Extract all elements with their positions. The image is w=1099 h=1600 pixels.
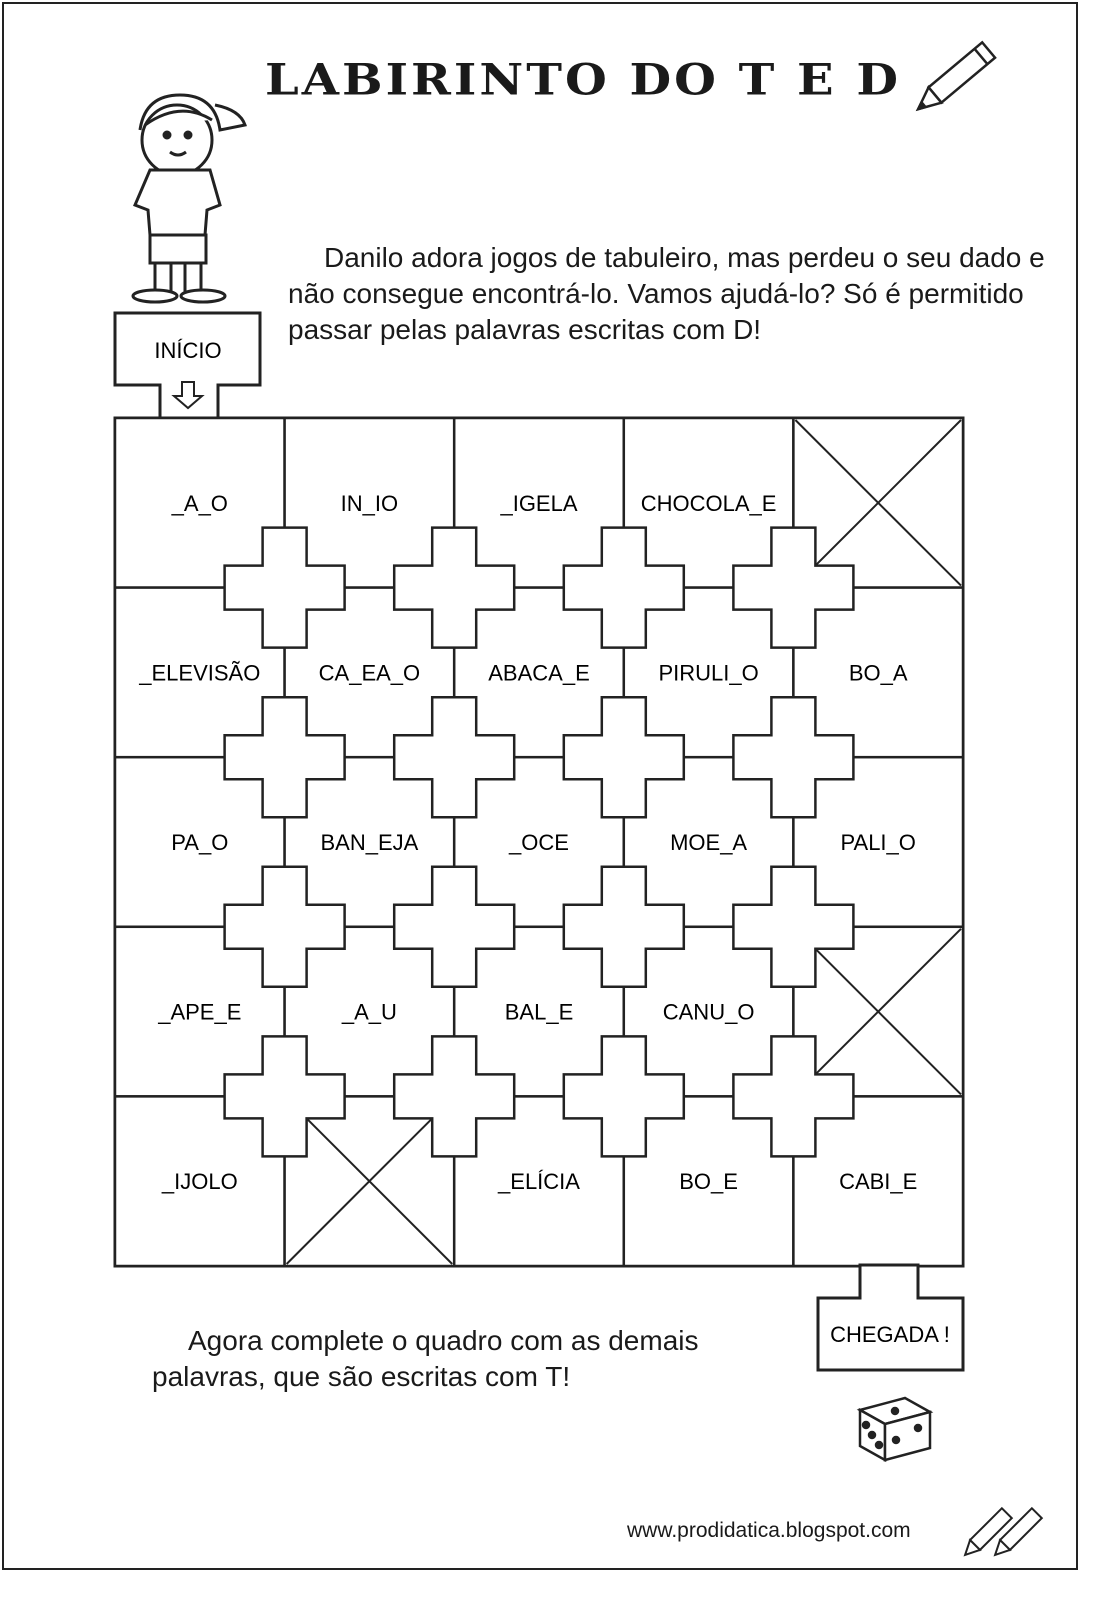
maze-word: _IJOLO [161, 1169, 238, 1195]
maze-word: _A_O [171, 490, 228, 516]
maze-word: _APE_E [158, 999, 242, 1025]
maze-word: PIRULI_O [658, 660, 759, 686]
dice-icon [860, 1398, 930, 1460]
maze-word: CABI_E [839, 1169, 918, 1195]
maze-word: ABACA_E [488, 660, 590, 686]
pencil-icon [912, 42, 995, 116]
maze-word: PALI_O [840, 830, 916, 855]
maze-word: BAN_EJA [320, 830, 419, 855]
start-box [115, 313, 260, 418]
maze-word: CA_EA_O [318, 660, 421, 686]
footer-url: www.prodidatica.blogspot.com [627, 1519, 911, 1542]
maze-word: BO_A [848, 660, 908, 686]
finish-box [818, 1265, 963, 1370]
maze-word: _OCE [509, 830, 569, 855]
maze-word: IN_IO [340, 490, 399, 516]
boy-illustration [133, 95, 245, 302]
worksheet-title: LABIRINTO DO T E D [265, 54, 901, 106]
maze-word: _ELEVISÃO [139, 660, 261, 686]
maze-word: _A_U [341, 999, 397, 1025]
instructions-text: Danilo adora jogos de tabuleiro, mas perdeu o seu dado e não consegue encontrá-lo. Vamos ajudá-lo? Só é permitido passar pelas palavras escritas com D! [288, 242, 1045, 345]
maze-word: _IGELA [500, 490, 578, 516]
maze-word: CHOCOLA_E [640, 490, 777, 516]
follow-up-instructions: Agora complete o quadro com as demais palavras, que são escritas com T! [152, 1325, 699, 1392]
maze-word: BAL_E [504, 999, 574, 1025]
finish-label: CHEGADA ! [830, 1322, 950, 1347]
maze-word: _ELÍCIA [498, 1169, 580, 1195]
maze-word: CANU_O [662, 999, 755, 1025]
pencils-icon [960, 1508, 1042, 1560]
maze-word: PA_O [171, 830, 229, 855]
maze-word: BO_E [679, 1169, 738, 1195]
maze-word: MOE_A [670, 830, 748, 855]
start-label: INÍCIO [154, 338, 222, 363]
